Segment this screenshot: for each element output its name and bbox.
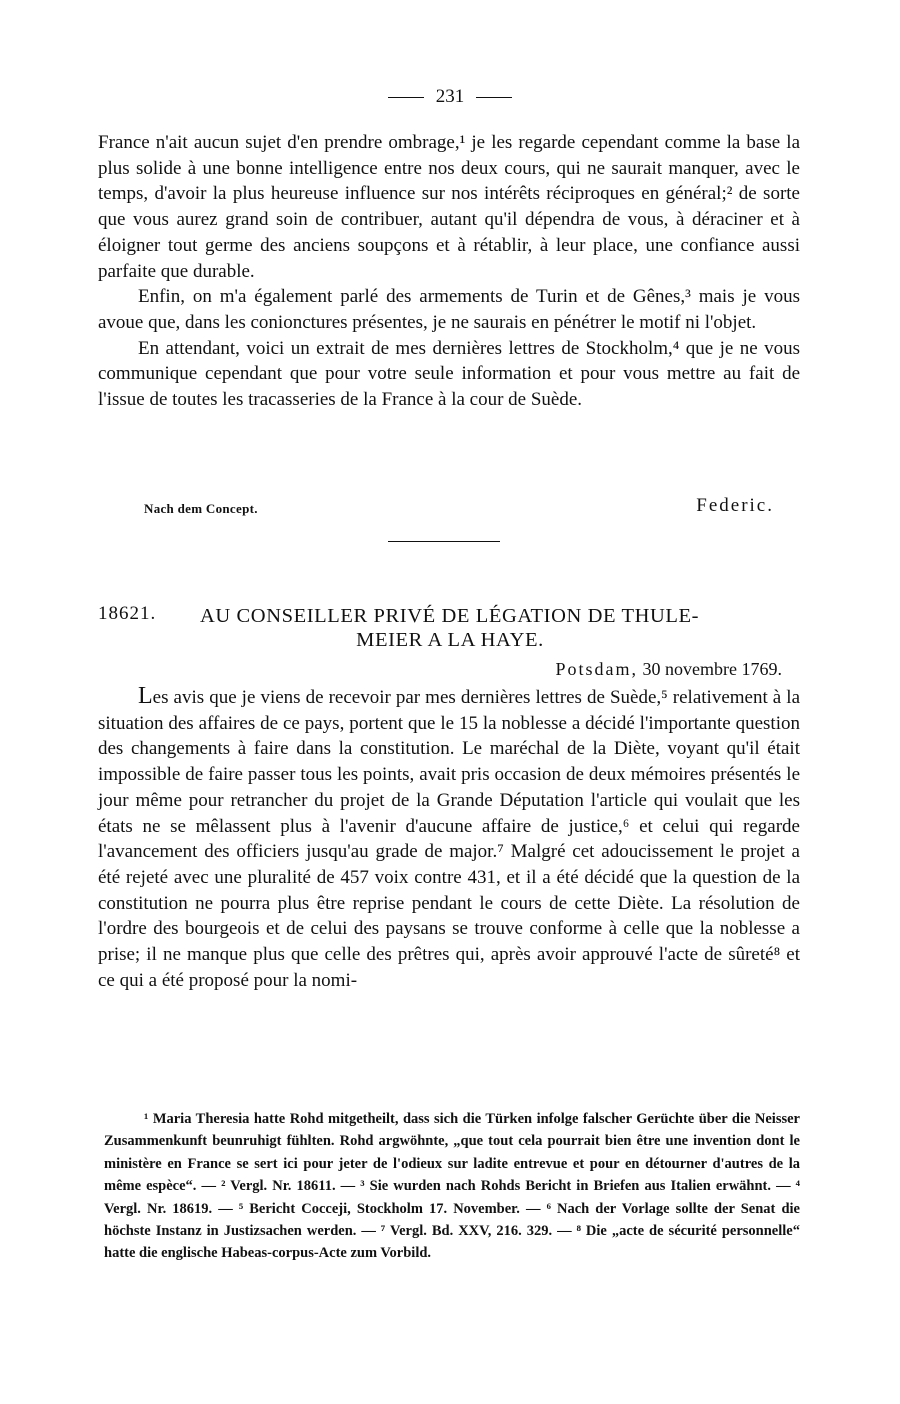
letter-2-paragraph — [98, 684, 800, 993]
source-note: Nach dem Concept. — [144, 501, 258, 516]
letter-1-closing — [98, 495, 800, 519]
letter-2-place-date — [556, 659, 783, 680]
letter-2-date: 30 novembre 1769. — [642, 659, 782, 679]
letter-2-number: 18621. — [98, 603, 157, 624]
letter-2-dropcap: L — [138, 683, 153, 709]
letter-1-paragraph-2: Enfin, on m'a également parlé des armements de Turin et de Gênes,³ mais je vous avoue que, dans les conionctures présentes, je ne saurais en pénétrer le motif ni l'objet. — [98, 286, 800, 333]
letter-2-body — [98, 684, 800, 993]
letter-1-paragraph-3: En attendant, voici un extrait de mes dernières lettres de Stockholm,⁴ que je ne vous communique cependant que pour votre seule information et pour vous mettre au fait de l'issue de toutes les tracasseries de la France à la cour de Suède. — [98, 337, 800, 411]
footnotes-text: ¹ Maria Theresia hatte Rohd mitgetheilt, dass sich die Türken infolge falscher Gerüchte über die Neisser Zusammenkunft beunruhigt fühlten. Rohd argwöhnte, „que tout cela pourrait bien être une invention dont le ministère en France se sert ici pour jeter de l'odieux sur ladite entrevue et pour en détourner d'autres de la même espèce“. — ² Vergl. Nr. 18611. — ³ Sie wurden nach Rohds Bericht in Briefen aus Italien erwähnt. — ⁴ Vergl. Nr. 18619. — ⁵ Bericht Cocceji, Stockholm 17. November. — ⁶ Nach der Vorlage sollte der Senat die höchste Instanz in Justizsachen werden. — ⁷ Vergl. Bd. XXV, 216. 329. — ⁸ Die „acte de sécurité personnelle“ hatte die englische Habeas-corpus-Acte zum Vorbild. — [104, 1111, 800, 1262]
page-number: 231 — [435, 86, 465, 107]
header-rule-left — [388, 97, 424, 98]
letter-2-title-line-1: AU CONSEILLER PRIVÉ DE LÉGATION DE THULE- — [200, 605, 700, 627]
letter-2-title-line-2: MEIER A LA HAYE. — [356, 629, 544, 651]
header-rule-right — [476, 97, 512, 98]
section-divider — [388, 541, 500, 542]
letter-1-paragraph-1: France n'ait aucun sujet d'en prendre ombrage,¹ je les regarde cependant comme la base la plus solide à une bonne intelligence entre nos deux cours, qui ne saurait manquer, avec le temps, d'avoir la plus heureuse influence sur nos intérêts réciproques en général;² de sorte que vous aurez grand soin de contribuer, autant qu'il dépendra de vous, à déraciner et à éloigner tout germe des anciens soupçons et à rétablir, à leur place, une confiance aussi parfaite que durable. — [98, 132, 800, 282]
letter-1-body — [98, 130, 800, 413]
footnotes — [104, 1108, 800, 1265]
letter-2-paragraph-text: es avis que je viens de recevoir par mes dernières lettres de Suède,⁵ relativement à la situation des affaires de ce pays, portent que le 15 la noblesse a décidé l'importante question des changements à faire dans la constitution. Le maréchal de la Diète, voyant qu'il était impossible de faire passer tous les points, avait pris occasion de deux mémoires présentés le jour même pour retrancher du projet de la Grande Députation l'article qui voulait que les états ne se mêlassent plus à l'avenir d'aucune affaire de justice,⁶ et celui qui regarde l'avancement des officiers jusqu'au grade de major.⁷ Malgré cet adoucissement le projet a été rejeté avec une pluralité de 457 voix contre 431, et il a été décidé que la question de la constitution ne pourra plus être reprise pendant le cours de cette Diète. La résolution de l'ordre des bourgeois et de celui des paysans se trouve conforme à celle que la noblesse a prise; il ne manque plus que celle des prêtres qui, après avoir approuvé l'acte de sûreté⁸ et ce qui a été proposé pour la nomi- — [98, 687, 800, 991]
letter-2-place: Potsdam, — [555, 659, 639, 679]
page-header — [0, 86, 900, 108]
signature: Federic. — [696, 495, 774, 516]
